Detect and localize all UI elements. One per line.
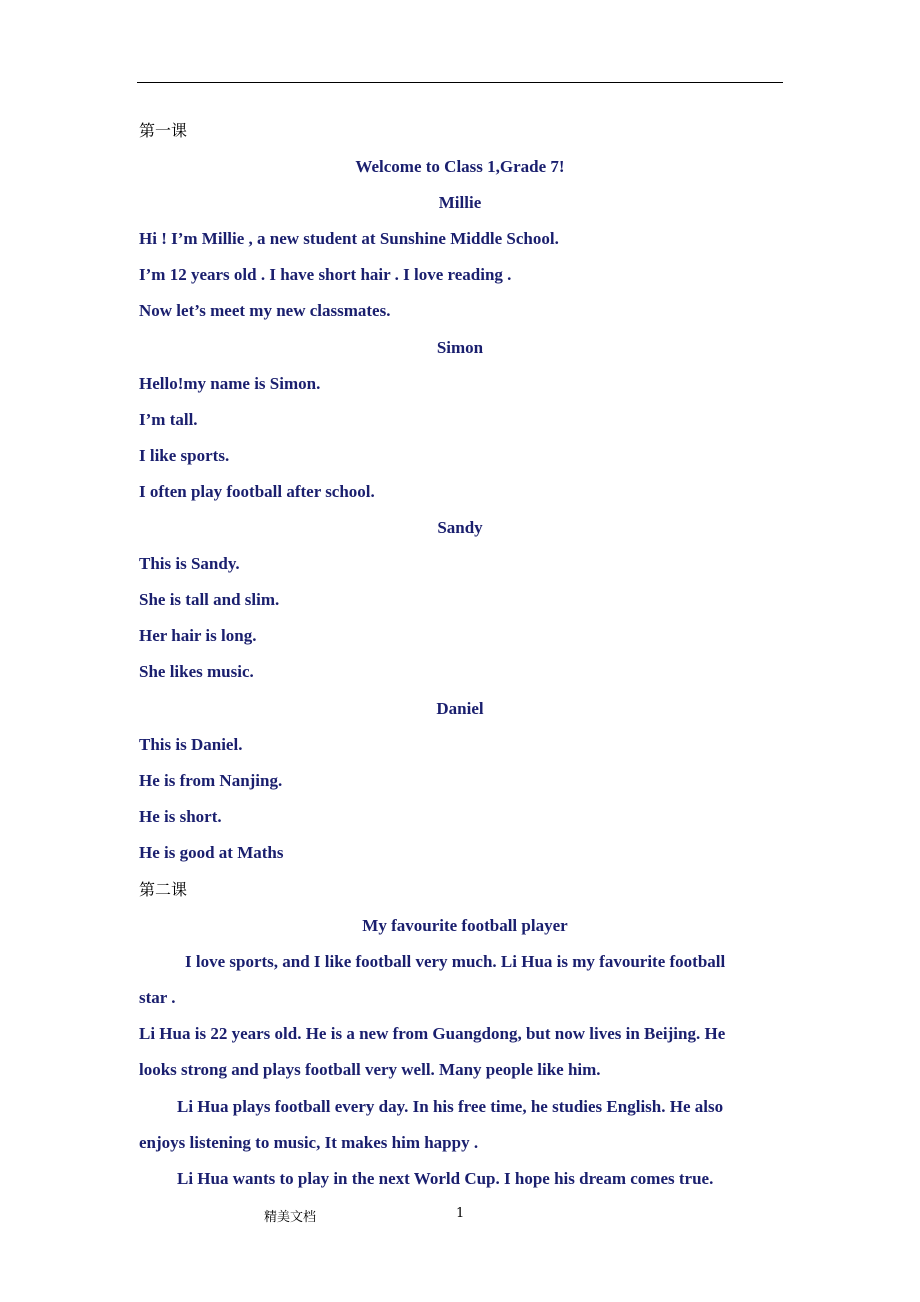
daniel-line: He is good at Maths: [139, 843, 284, 862]
simon-line: I often play football after school.: [139, 482, 375, 501]
paragraph-line: enjoys listening to music, It makes him happy .: [139, 1133, 479, 1152]
lesson-1-title: Welcome to Class 1,Grade 7!: [355, 157, 565, 176]
paragraph-line: I love sports, and I like football very much. Li Hua is my favourite football: [185, 952, 726, 971]
daniel-line: He is from Nanjing.: [139, 771, 283, 790]
sandy-line: She likes music.: [139, 662, 254, 681]
daniel-name: Daniel: [436, 699, 484, 718]
lesson-2-heading: 第二课: [139, 880, 188, 899]
simon-name: Simon: [436, 338, 484, 357]
simon-line: I’m tall.: [139, 410, 198, 429]
paragraph-line: star .: [139, 988, 176, 1007]
millie-line: I’m 12 years old . I have short hair . I love reading .: [139, 265, 512, 284]
millie-line: Now let’s meet my new classmates.: [139, 301, 391, 320]
lesson-2-title: My favourite football player: [362, 916, 568, 935]
millie-name: Millie: [438, 193, 482, 212]
sandy-line: This is Sandy.: [139, 554, 240, 573]
simon-line: I like sports.: [139, 446, 230, 465]
sandy-line: She is tall and slim.: [139, 590, 280, 609]
simon-line: Hello!my name is Simon.: [139, 374, 321, 393]
page-number: 1: [456, 1206, 465, 1221]
sandy-line: Her hair is long.: [139, 626, 257, 645]
millie-line: Hi ! I’m Millie , a new student at Sunshine Middle School.: [139, 229, 559, 248]
daniel-line: He is short.: [139, 807, 222, 826]
sandy-name: Sandy: [437, 518, 483, 537]
paragraph-line: looks strong and plays football very well. Many people like him.: [139, 1060, 601, 1079]
daniel-line: This is Daniel.: [139, 735, 243, 754]
paragraph-line: Li Hua wants to play in the next World Cup. I hope his dream comes true.: [177, 1169, 714, 1188]
lesson-1-heading: 第一课: [139, 121, 188, 140]
header-rule: [137, 82, 783, 83]
footer-label: 精美文档: [264, 1210, 317, 1225]
paragraph-line: Li Hua plays football every day. In his free time, he studies English. He also: [177, 1097, 724, 1116]
paragraph-line: Li Hua is 22 years old. He is a new from Guangdong, but now lives in Beijing. He: [139, 1024, 726, 1043]
